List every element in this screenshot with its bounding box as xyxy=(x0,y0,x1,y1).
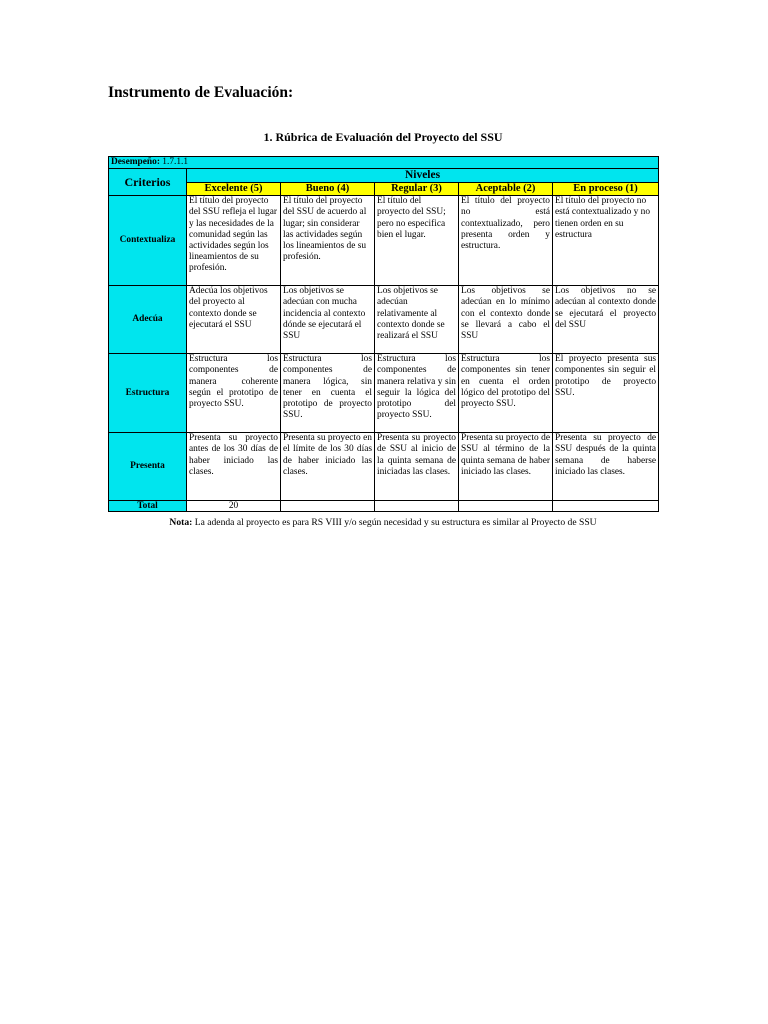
level-header: Excelente (5) xyxy=(187,183,281,196)
rubric-cell: Presenta su proyecto antes de los 30 días de haber iniciado las clases. xyxy=(187,433,281,501)
rubric-row-adecua xyxy=(109,286,659,354)
criterion-label: Presenta xyxy=(109,433,187,501)
level-header: En proceso (1) xyxy=(553,183,659,196)
total-empty-cell xyxy=(375,501,459,512)
desempeno-cell xyxy=(109,157,659,169)
rubric-cell: Los objetivos se adecúan en lo mínimo con el contexto donde se llevará a cabo el SSU xyxy=(459,286,553,354)
rubric-cell: El título del proyecto no está contextualizado y no tienen orden en su estructura xyxy=(553,196,659,286)
rubric-cell: Los objetivos se adecúan relativamente al contexto donde se realizará el SSU xyxy=(375,286,459,354)
levels-row xyxy=(109,183,659,196)
desempeno-row xyxy=(109,157,659,169)
rubric-row-estructura xyxy=(109,354,659,433)
footnote-label: Nota: xyxy=(169,517,193,528)
rubric-cell: El título del proyecto del SSU de acuerdo al lugar; sin considerar las actividades según los lineamientos de su profesión. xyxy=(281,196,375,286)
rubric-cell: Presenta su proyecto de SSU después de la quinta semana de haberse iniciado las clases. xyxy=(553,433,659,501)
rubric-cell: Estructura los componentes de manera lógica, sin tener en cuenta el prototipo de proyecto SSU. xyxy=(281,354,375,433)
total-empty-cell xyxy=(281,501,375,512)
rubric-cell: Estructura los componentes de manera relativa y sin seguir la lógica del prototipo del proyecto SSU. xyxy=(375,354,459,433)
niveles-row xyxy=(109,169,659,183)
rubric-cell: El título del proyecto no está contextualizado, pero presenta orden y estructura. xyxy=(459,196,553,286)
rubric-cell: Adecúa los objetivos del proyecto al contexto donde se ejecutará el SSU xyxy=(187,286,281,354)
rubric-cell: El título del proyecto del SSU refleja el lugar y las necesidades de la comunidad según las actividades según los lineamientos de su profesión. xyxy=(187,196,281,286)
rubric-table xyxy=(108,156,659,512)
criterion-label: Contextualiza xyxy=(109,196,187,286)
rubric-cell: Presenta su proyecto en el límite de los 30 días de haber iniciado las clases. xyxy=(281,433,375,501)
desempeno-value: 1.7.1.1 xyxy=(162,157,189,167)
footnote xyxy=(108,517,658,528)
total-label: Total xyxy=(109,501,187,512)
rubric-cell: Presenta su proyecto de SSU al inicio de la quinta semana de iniciadas las clases. xyxy=(375,433,459,501)
total-empty-cell xyxy=(459,501,553,512)
niveles-header: Niveles xyxy=(187,169,659,183)
desempeno-label: Desempeño: xyxy=(111,157,160,167)
rubric-cell: El título del proyecto del SSU; pero no especifica bien el lugar. xyxy=(375,196,459,286)
level-header: Aceptable (2) xyxy=(459,183,553,196)
page-heading: Instrumento de Evaluación: xyxy=(108,84,294,101)
level-header: Regular (3) xyxy=(375,183,459,196)
rubric-row-presenta xyxy=(109,433,659,501)
total-empty-cell xyxy=(553,501,659,512)
total-value: 20 xyxy=(187,501,281,512)
rubric-cell: Estructura los componentes sin tener en cuenta el orden lógico del prototipo del proyecto SSU. xyxy=(459,354,553,433)
rubric-row-contextualiza xyxy=(109,196,659,286)
rubric-cell: Los objetivos se adecúan con mucha incidencia al contexto dónde se ejecutará el SSU xyxy=(281,286,375,354)
total-row xyxy=(109,501,659,512)
level-header: Bueno (4) xyxy=(281,183,375,196)
rubric-cell: Presenta su proyecto de SSU al término de la quinta semana de haber iniciado las clases. xyxy=(459,433,553,501)
rubric-title: 1. Rúbrica de Evaluación del Proyecto del SSU xyxy=(263,130,503,144)
criterios-header: Criterios xyxy=(109,169,187,196)
rubric-cell: Estructura los componentes de manera coherente según el prototipo de proyecto SSU. xyxy=(187,354,281,433)
rubric-cell: El proyecto presenta sus componentes sin seguir el prototipo de proyecto SSU. xyxy=(553,354,659,433)
footnote-text: La adenda al proyecto es para RS VIII y/o según necesidad y su estructura es similar al Proyecto de SSU xyxy=(194,517,597,528)
criterion-label: Adecúa xyxy=(109,286,187,354)
rubric-cell: Los objetivos no se adecúan al contexto donde se ejecutará el proyecto del SSU xyxy=(553,286,659,354)
criterion-label: Estructura xyxy=(109,354,187,433)
